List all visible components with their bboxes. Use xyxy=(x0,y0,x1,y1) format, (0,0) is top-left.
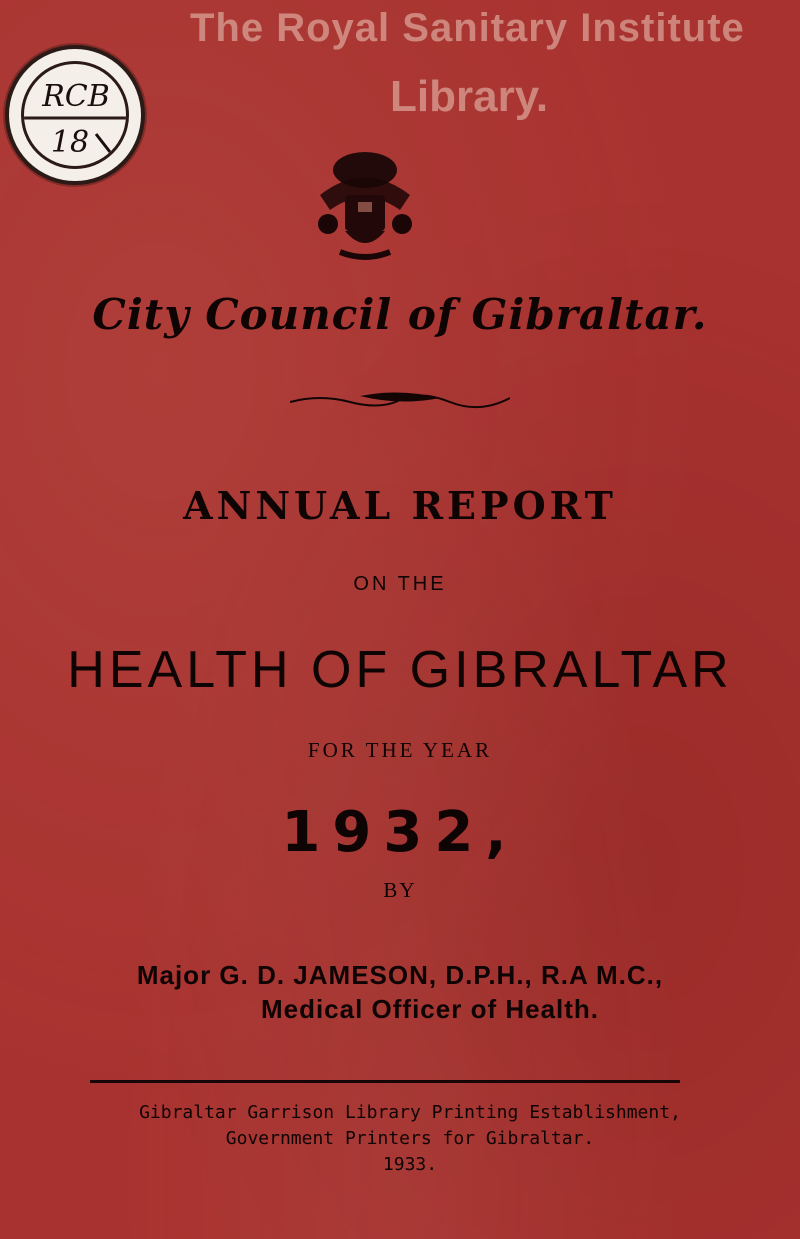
library-stamp-institute: The Royal Sanitary Institute xyxy=(190,6,745,50)
by-label: BY xyxy=(383,878,417,902)
author-role: Medical Officer of Health. xyxy=(260,994,600,1024)
report-title: ANNUAL REPORT xyxy=(183,483,617,528)
divider-rule xyxy=(90,1080,680,1083)
printer-line-1: Gibraltar Garrison Library Printing Establishment, xyxy=(139,1102,681,1123)
library-seal-icon xyxy=(5,45,145,185)
svg-text:RCB: RCB xyxy=(42,79,110,114)
ornament-divider-icon xyxy=(290,390,510,410)
svg-text:18: 18 xyxy=(50,125,90,160)
council-heading: City Council of Gibraltar. xyxy=(92,290,708,339)
subject-heading: HEALTH OF GIBRALTAR xyxy=(67,641,733,699)
on-the-label: ON THE xyxy=(353,573,447,595)
library-stamp-label: Library. xyxy=(390,72,549,121)
printer-year: 1933. xyxy=(382,1154,438,1175)
report-year: 1932, xyxy=(281,800,519,865)
coat-of-arms-icon xyxy=(300,140,430,270)
author-name: Major G. D. JAMESON, D.P.H., R.A M.C., xyxy=(136,960,664,990)
for-the-year-label: FOR THE YEAR xyxy=(307,738,493,762)
printer-line-2: Government Printers for Gibraltar. xyxy=(225,1128,595,1149)
